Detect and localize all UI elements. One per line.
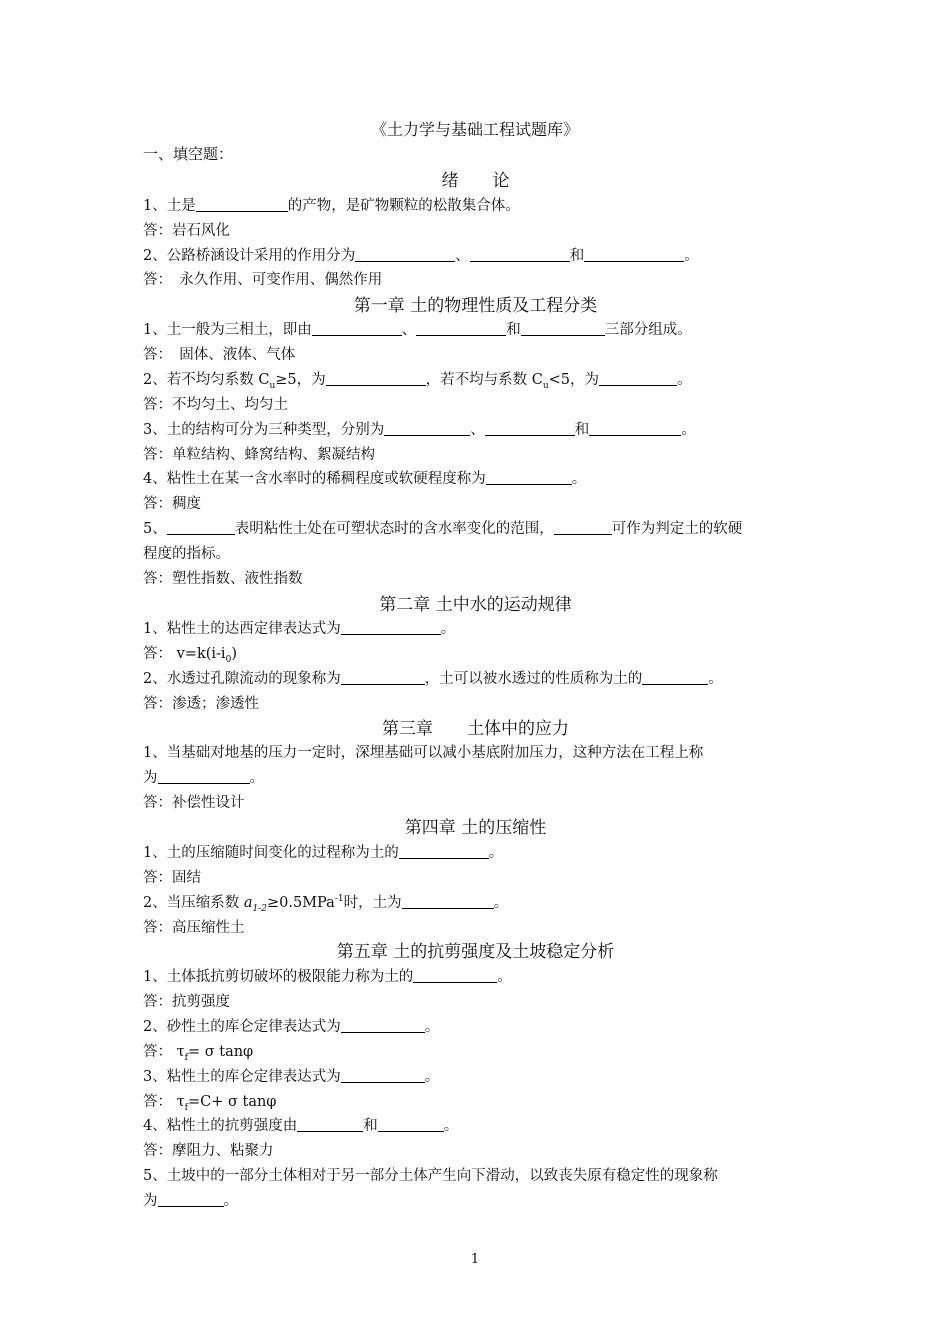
answer-line: 答：塑性指数、液性指数: [143, 571, 303, 587]
question-line: 2、若不均匀系数 $C_u\ge 5$，为 ，若不均与系数 $C_u<5$，为 。: [143, 372, 692, 391]
answer-line: 答：稠度: [143, 496, 201, 512]
answer-blank[interactable]: [399, 844, 489, 859]
question-line: 4、粘性土的抗剪强度由 和 。: [143, 1118, 459, 1134]
answer-line: 答： 固体、液体、气体: [143, 347, 296, 363]
answer-blank[interactable]: [470, 247, 570, 262]
question-line: 1、土是 的产物，是矿物颗粒的松散集合体。: [143, 198, 520, 214]
section-heading: 一、填空题：: [143, 145, 234, 163]
question-line: 2、水透过孔隙流动的现象称为 ，土可以被水透过的性质称为土的 。: [143, 671, 723, 687]
answer-line: 答：不均匀土、均匀土: [143, 397, 288, 413]
chapter-heading-4: 第四章 土的压缩性: [404, 818, 547, 838]
question-line: 5、土坡中的一部分土体相对于另一部分土体产生向下滑动，以致丧失原有稳定性的现象称: [143, 1168, 718, 1184]
chapter-heading-1: 第一章 土的物理性质及工程分类: [353, 296, 598, 316]
chapter-heading-2: 第二章 土中水的运动规律: [379, 595, 572, 615]
answer-blank[interactable]: [584, 247, 684, 262]
answer-line: 答：固结: [143, 870, 201, 886]
answer-blank[interactable]: [341, 1018, 425, 1033]
chapter-heading-intro: 绪 论: [441, 171, 510, 191]
answer-blank[interactable]: [485, 421, 575, 436]
question-line: 1、土的压缩随时间变化的过程称为土的 。: [143, 845, 504, 861]
answer-blank[interactable]: [521, 321, 605, 336]
answer-blank[interactable]: [554, 520, 612, 535]
chapter-heading-3: 第三章 土体中的应力: [382, 719, 569, 739]
page-number: 1: [470, 1252, 480, 1267]
question-line-continued: 程度的指标。: [143, 546, 230, 562]
answer-blank[interactable]: [158, 1192, 224, 1207]
answer-blank[interactable]: [402, 894, 494, 909]
question-line-continued: 为 。: [143, 770, 264, 786]
document-title: 《土力学与基础工程试题库》: [370, 120, 579, 139]
question-line: 4、粘性土在某一含水率时的稀稠程度或软硬程度称为 。: [143, 471, 587, 487]
question-line: 2、砂性土的库仑定律表达式为 。: [143, 1019, 440, 1035]
answer-blank[interactable]: [599, 371, 677, 386]
answer-blank[interactable]: [642, 670, 708, 685]
answer-line: 答：摩阻力、粘聚力: [143, 1143, 274, 1159]
answer-line: 答：高压缩性土: [143, 920, 245, 936]
answer-blank[interactable]: [341, 670, 425, 685]
answer-blank[interactable]: [486, 470, 572, 485]
answer-line: 答： $v=k(i-i_0)$: [143, 646, 237, 665]
answer-line: 答：补偿性设计: [143, 795, 245, 811]
answer-blank[interactable]: [355, 247, 455, 262]
answer-line: 答：渗透；渗透性: [143, 696, 259, 712]
answer-blank[interactable]: [416, 321, 506, 336]
question-line: 1、粘性土的达西定律表达式为 。: [143, 621, 456, 637]
answer-blank[interactable]: [384, 421, 470, 436]
answer-blank[interactable]: [378, 1117, 444, 1132]
answer-blank[interactable]: [196, 197, 288, 212]
answer-blank[interactable]: [326, 371, 426, 386]
answer-blank[interactable]: [167, 520, 235, 535]
answer-blank[interactable]: [297, 1117, 363, 1132]
answer-blank[interactable]: [312, 321, 402, 336]
question-line: 1、当基础对地基的压力一定时，深埋基础可以减小基底附加压力，这种方法在工程上称: [143, 745, 704, 761]
answer-blank[interactable]: [158, 769, 250, 784]
answer-blank[interactable]: [413, 968, 497, 983]
answer-line: 答： $\tau_f=C+ \sigma$ tanφ: [143, 1094, 277, 1113]
answer-blank[interactable]: [341, 1068, 425, 1083]
answer-line: 答：抗剪强度: [143, 994, 230, 1010]
question-line: 2、公路桥涵设计采用的作用分为 、 和 。: [143, 248, 699, 264]
question-line-continued: 为 。: [143, 1193, 238, 1209]
question-line: 3、土的结构可分为三种类型，分别为 、 和 。: [143, 422, 696, 438]
question-line: 1、土体抵抗剪切破坏的极限能力称为土的 。: [143, 969, 512, 985]
chapter-heading-5: 第五章 土的抗剪强度及土坡稳定分析: [336, 942, 615, 962]
answer-line: 答：单粒结构、蜂窝结构、絮凝结构: [143, 447, 375, 463]
answer-line: 答： $\tau_f= \sigma$ tanφ: [143, 1044, 254, 1063]
answer-line: 答：岩石风化: [143, 223, 230, 239]
answer-blank[interactable]: [589, 421, 681, 436]
answer-blank[interactable]: [341, 620, 441, 635]
answer-line: 答： 永久作用、可变作用、偶然作用: [143, 272, 383, 288]
question-line: 5、 表明粘性土处在可塑状态时的含水率变化的范围， 可作为判定土的软硬: [143, 521, 743, 537]
question-line: 3、粘性土的库仑定律表达式为 。: [143, 1069, 440, 1085]
question-line: 2、当压缩系数 $a_{1-2}\ge 0.5MPa^{-1}$时，土为 。: [143, 894, 509, 914]
question-line: 1、土一般为三相土，即由 、 和 三部分组成。: [143, 322, 692, 338]
